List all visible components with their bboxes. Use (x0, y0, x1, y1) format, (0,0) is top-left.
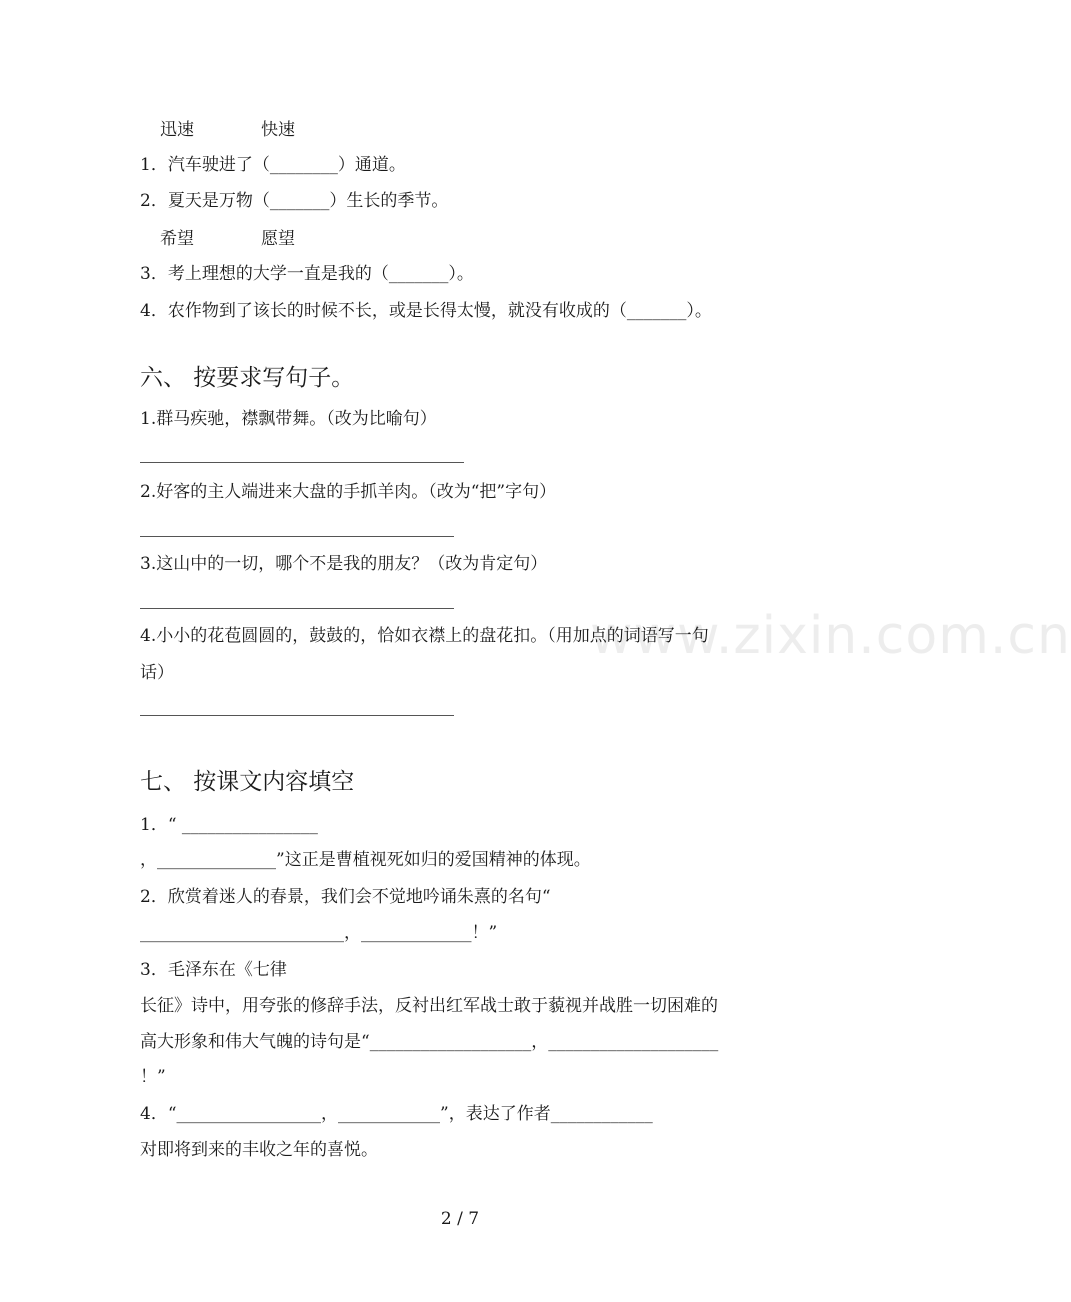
word-option-xiwang: 希望 (160, 229, 194, 249)
watermark: www.zixin.com.cn (590, 606, 1071, 666)
word-option-xunsu: 迅速 (160, 120, 194, 140)
question-6-3: 3.这山中的一切，哪个不是我的朋友？（改为肯定句） (140, 554, 548, 574)
question-6-4: 4.小小的花苞圆圆的，鼓鼓的，恰如衣襟上的盘花扣。（用加点的词语写一句 (140, 626, 709, 646)
question-7-3-line4: ！” (140, 1067, 166, 1087)
question-5-4: 4．农作物到了该长的时候不长，或是长得太慢，就没有收成的（_______）。 (140, 301, 712, 321)
question-7-3-line3: 高大形象和伟大气魄的诗句是“___________________，____________________ (140, 1032, 719, 1052)
answer-line-6-2 (140, 536, 454, 537)
question-6-1: 1.群马疾驰，襟飘带舞。（改为比喻句） (140, 409, 437, 429)
question-7-2: 2．欣赏着迷人的春景，我们会不觉地吟诵朱熹的名句“ (140, 887, 551, 907)
question-5-1: 1．汽车驶进了（________）通道。 (140, 155, 406, 175)
question-7-4: 4．“_________________，____________”，表达了作者____________ (140, 1104, 653, 1124)
question-7-4-continued: 对即将到来的丰收之年的喜悦。 (140, 1140, 378, 1160)
word-option-yuanwang: 愿望 (261, 229, 295, 249)
question-7-3: 3．毛泽东在《七律 (140, 960, 287, 980)
section-7-heading: 七、 按课文内容填空 (140, 769, 355, 795)
question-5-3: 3．考上理想的大学一直是我的（_______）。 (140, 264, 474, 284)
question-7-1: 1．“ ________________ (140, 815, 318, 835)
answer-line-6-1 (140, 462, 464, 463)
question-7-2-blanks: ________________________，_____________！” (140, 923, 498, 943)
question-7-3-line2: 长征》诗中，用夸张的修辞手法，反衬出红军战士敢于藐视并战胜一切困难的 (140, 996, 718, 1016)
page-number: 2 / 7 (440, 1209, 480, 1229)
word-option-kuaisu: 快速 (261, 120, 295, 140)
answer-line-6-3 (140, 608, 454, 609)
question-6-2: 2.好客的主人端进来大盘的手抓羊肉。（改为“把”字句） (140, 482, 557, 502)
answer-line-6-4 (140, 715, 454, 716)
question-5-2: 2．夏天是万物（_______）生长的季节。 (140, 191, 449, 211)
question-7-1-continued: ，______________”这正是曹植视死如归的爱国精神的体现。 (140, 850, 591, 870)
section-6-heading: 六、 按要求写句子。 (140, 365, 355, 391)
question-6-4-continued: 话） (140, 663, 174, 683)
